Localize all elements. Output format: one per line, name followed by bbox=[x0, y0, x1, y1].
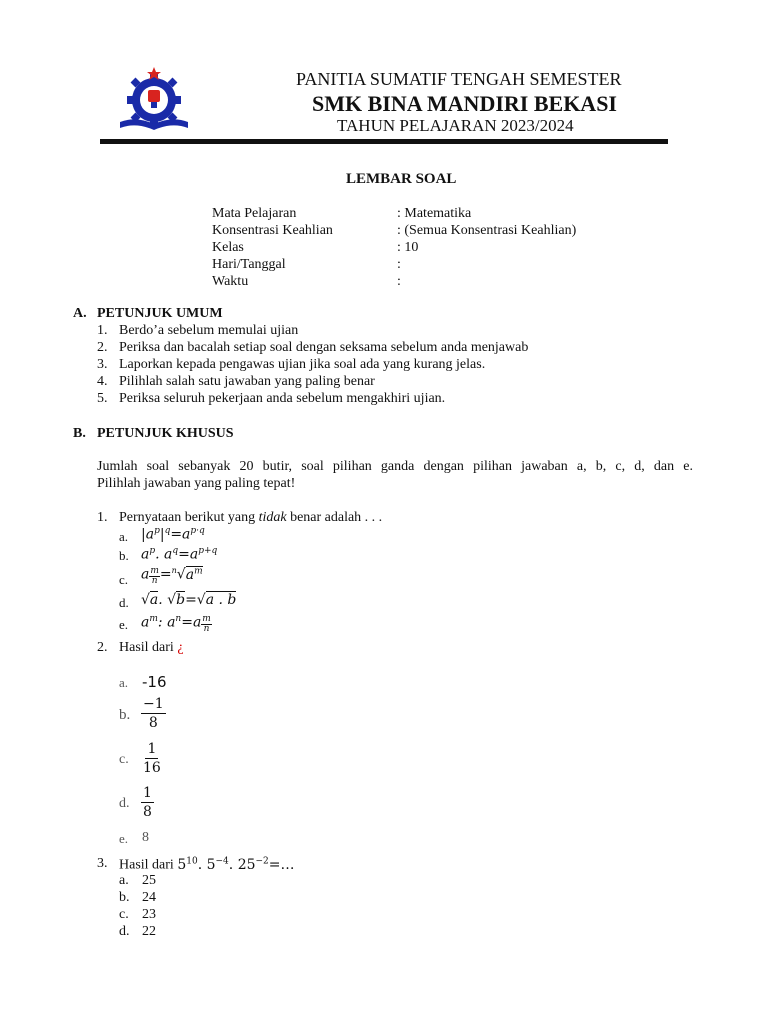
fraction-numerator: 1 bbox=[147, 741, 157, 757]
info-value-subject: : Matematika bbox=[397, 206, 472, 221]
page-title: LEMBAR SOAL bbox=[346, 171, 457, 187]
option-letter[interactable]: c. bbox=[119, 907, 129, 922]
info-label-date: Hari/Tanggal bbox=[212, 257, 286, 272]
option-letter[interactable]: b. bbox=[119, 890, 130, 905]
instruction-number: 1. bbox=[97, 323, 108, 338]
option-letter[interactable]: e. bbox=[119, 831, 129, 846]
fraction-denominator: 8 bbox=[148, 715, 158, 731]
formula-option-c: a $\frac{m}{n}$ $=^n√a^m$ bbox=[141, 566, 203, 586]
question-3-text bbox=[119, 856, 295, 874]
instruction-number: 2. bbox=[97, 340, 108, 355]
info-value-date: : bbox=[397, 257, 401, 272]
fraction-option-b bbox=[141, 697, 166, 730]
formula-option-a: $|a^p|^q=a^{p\cdot q}$ bbox=[141, 526, 205, 543]
info-value-concentration: : (Semua Konsentrasi Keahlian) bbox=[397, 223, 577, 238]
question-text: benar adalah . . . bbox=[286, 510, 383, 525]
broken-glyph: ¿ bbox=[177, 640, 184, 655]
question-text: Hasil dari bbox=[119, 640, 178, 655]
info-label-concentration: Konsentrasi Keahlian bbox=[212, 223, 333, 238]
info-label-time: Waktu bbox=[212, 274, 249, 289]
fraction-option-d bbox=[141, 786, 154, 819]
fraction-denominator: 8 bbox=[143, 804, 152, 820]
question-1-text bbox=[119, 510, 382, 526]
question-text: Pernyataan berikut yang bbox=[119, 510, 259, 525]
section-b-intro: Jumlah soal sebanyak 20 butir, soal pilihan ganda dengan pilihan jawaban a, b, c, d, dan e. bbox=[97, 459, 693, 474]
section-b-letter: B. bbox=[73, 426, 86, 441]
option-letter[interactable]: b. bbox=[119, 548, 129, 563]
instruction-number: 3. bbox=[97, 357, 108, 372]
option-letter[interactable]: a. bbox=[119, 529, 129, 544]
header-divider bbox=[100, 139, 668, 144]
formula-option-b: $a^p$. $a^q=a^{p+q}$ bbox=[141, 546, 218, 563]
instruction-text: Pilihlah salah satu jawaban yang paling benar bbox=[119, 374, 375, 389]
option-letter[interactable]: d. bbox=[119, 796, 130, 811]
fraction-numerator: −1 bbox=[143, 696, 164, 712]
school-logo bbox=[118, 66, 190, 134]
option-value: 24 bbox=[142, 890, 156, 905]
option-value: 8 bbox=[142, 830, 149, 845]
header-line-1: PANITIA SUMATIF TENGAH SEMESTER bbox=[296, 69, 622, 89]
option-letter[interactable]: a. bbox=[119, 675, 129, 690]
info-value-time: : bbox=[397, 274, 401, 289]
section-a-heading: PETUNJUK UMUM bbox=[97, 306, 223, 321]
instruction-text: Berdo’a sebelum memulai ujian bbox=[119, 323, 299, 338]
formula-option-e: $a^m$: $a^n=a$ $\frac{m}{n}$ bbox=[141, 614, 211, 634]
option-letter[interactable]: b. bbox=[119, 707, 131, 723]
option-letter[interactable]: c. bbox=[119, 752, 129, 767]
option-letter[interactable]: e. bbox=[119, 617, 129, 632]
option-value: 22 bbox=[142, 924, 156, 939]
section-b-intro-2: Pilihlah jawaban yang paling tepat! bbox=[97, 476, 296, 491]
fraction-denominator: 16 bbox=[143, 760, 161, 776]
info-value-class: : 10 bbox=[397, 240, 419, 255]
question-text: Hasil dari bbox=[119, 857, 178, 873]
option-letter[interactable]: d. bbox=[119, 595, 129, 610]
section-a-letter: A. bbox=[73, 306, 87, 321]
option-value: 23 bbox=[142, 907, 156, 922]
school-year: TAHUN PELAJARAN 2023/2024 bbox=[337, 116, 574, 135]
instruction-text: Laporkan kepada pengawas ujian jika soal ada yang kurang jelas. bbox=[119, 357, 486, 372]
option-letter[interactable]: c. bbox=[119, 572, 129, 587]
info-label-subject: Mata Pelajaran bbox=[212, 206, 297, 221]
option-letter[interactable]: a. bbox=[119, 873, 129, 888]
question-number: 3. bbox=[97, 856, 108, 871]
option-value: -16 bbox=[142, 673, 167, 691]
question-number: 2. bbox=[97, 640, 108, 655]
question-emphasis: tidak bbox=[258, 510, 287, 525]
instruction-number: 4. bbox=[97, 374, 108, 389]
fraction-numerator: 1 bbox=[143, 785, 152, 801]
info-label-class: Kelas bbox=[212, 240, 244, 255]
formula-option-d: √a. √b=√a . b bbox=[141, 592, 237, 608]
instruction-text: Periksa seluruh pekerjaan anda sebelum mengakhiri ujian. bbox=[119, 391, 446, 406]
option-letter[interactable]: d. bbox=[119, 924, 130, 939]
question-3-expression: $5^{10}$. $5^{-4}$. $25^{-2}=\dots$ bbox=[177, 856, 295, 873]
fraction-option-c bbox=[141, 742, 163, 775]
instruction-number: 5. bbox=[97, 391, 108, 406]
option-value: 25 bbox=[142, 873, 156, 888]
school-name: SMK BINA MANDIRI BEKASI bbox=[312, 91, 617, 116]
section-b-heading: PETUNJUK KHUSUS bbox=[97, 426, 234, 441]
instruction-text: Periksa dan bacalah setiap soal dengan seksama sebelum anda menjawab bbox=[119, 340, 529, 355]
question-2-text bbox=[119, 640, 184, 656]
question-number: 1. bbox=[97, 510, 108, 525]
